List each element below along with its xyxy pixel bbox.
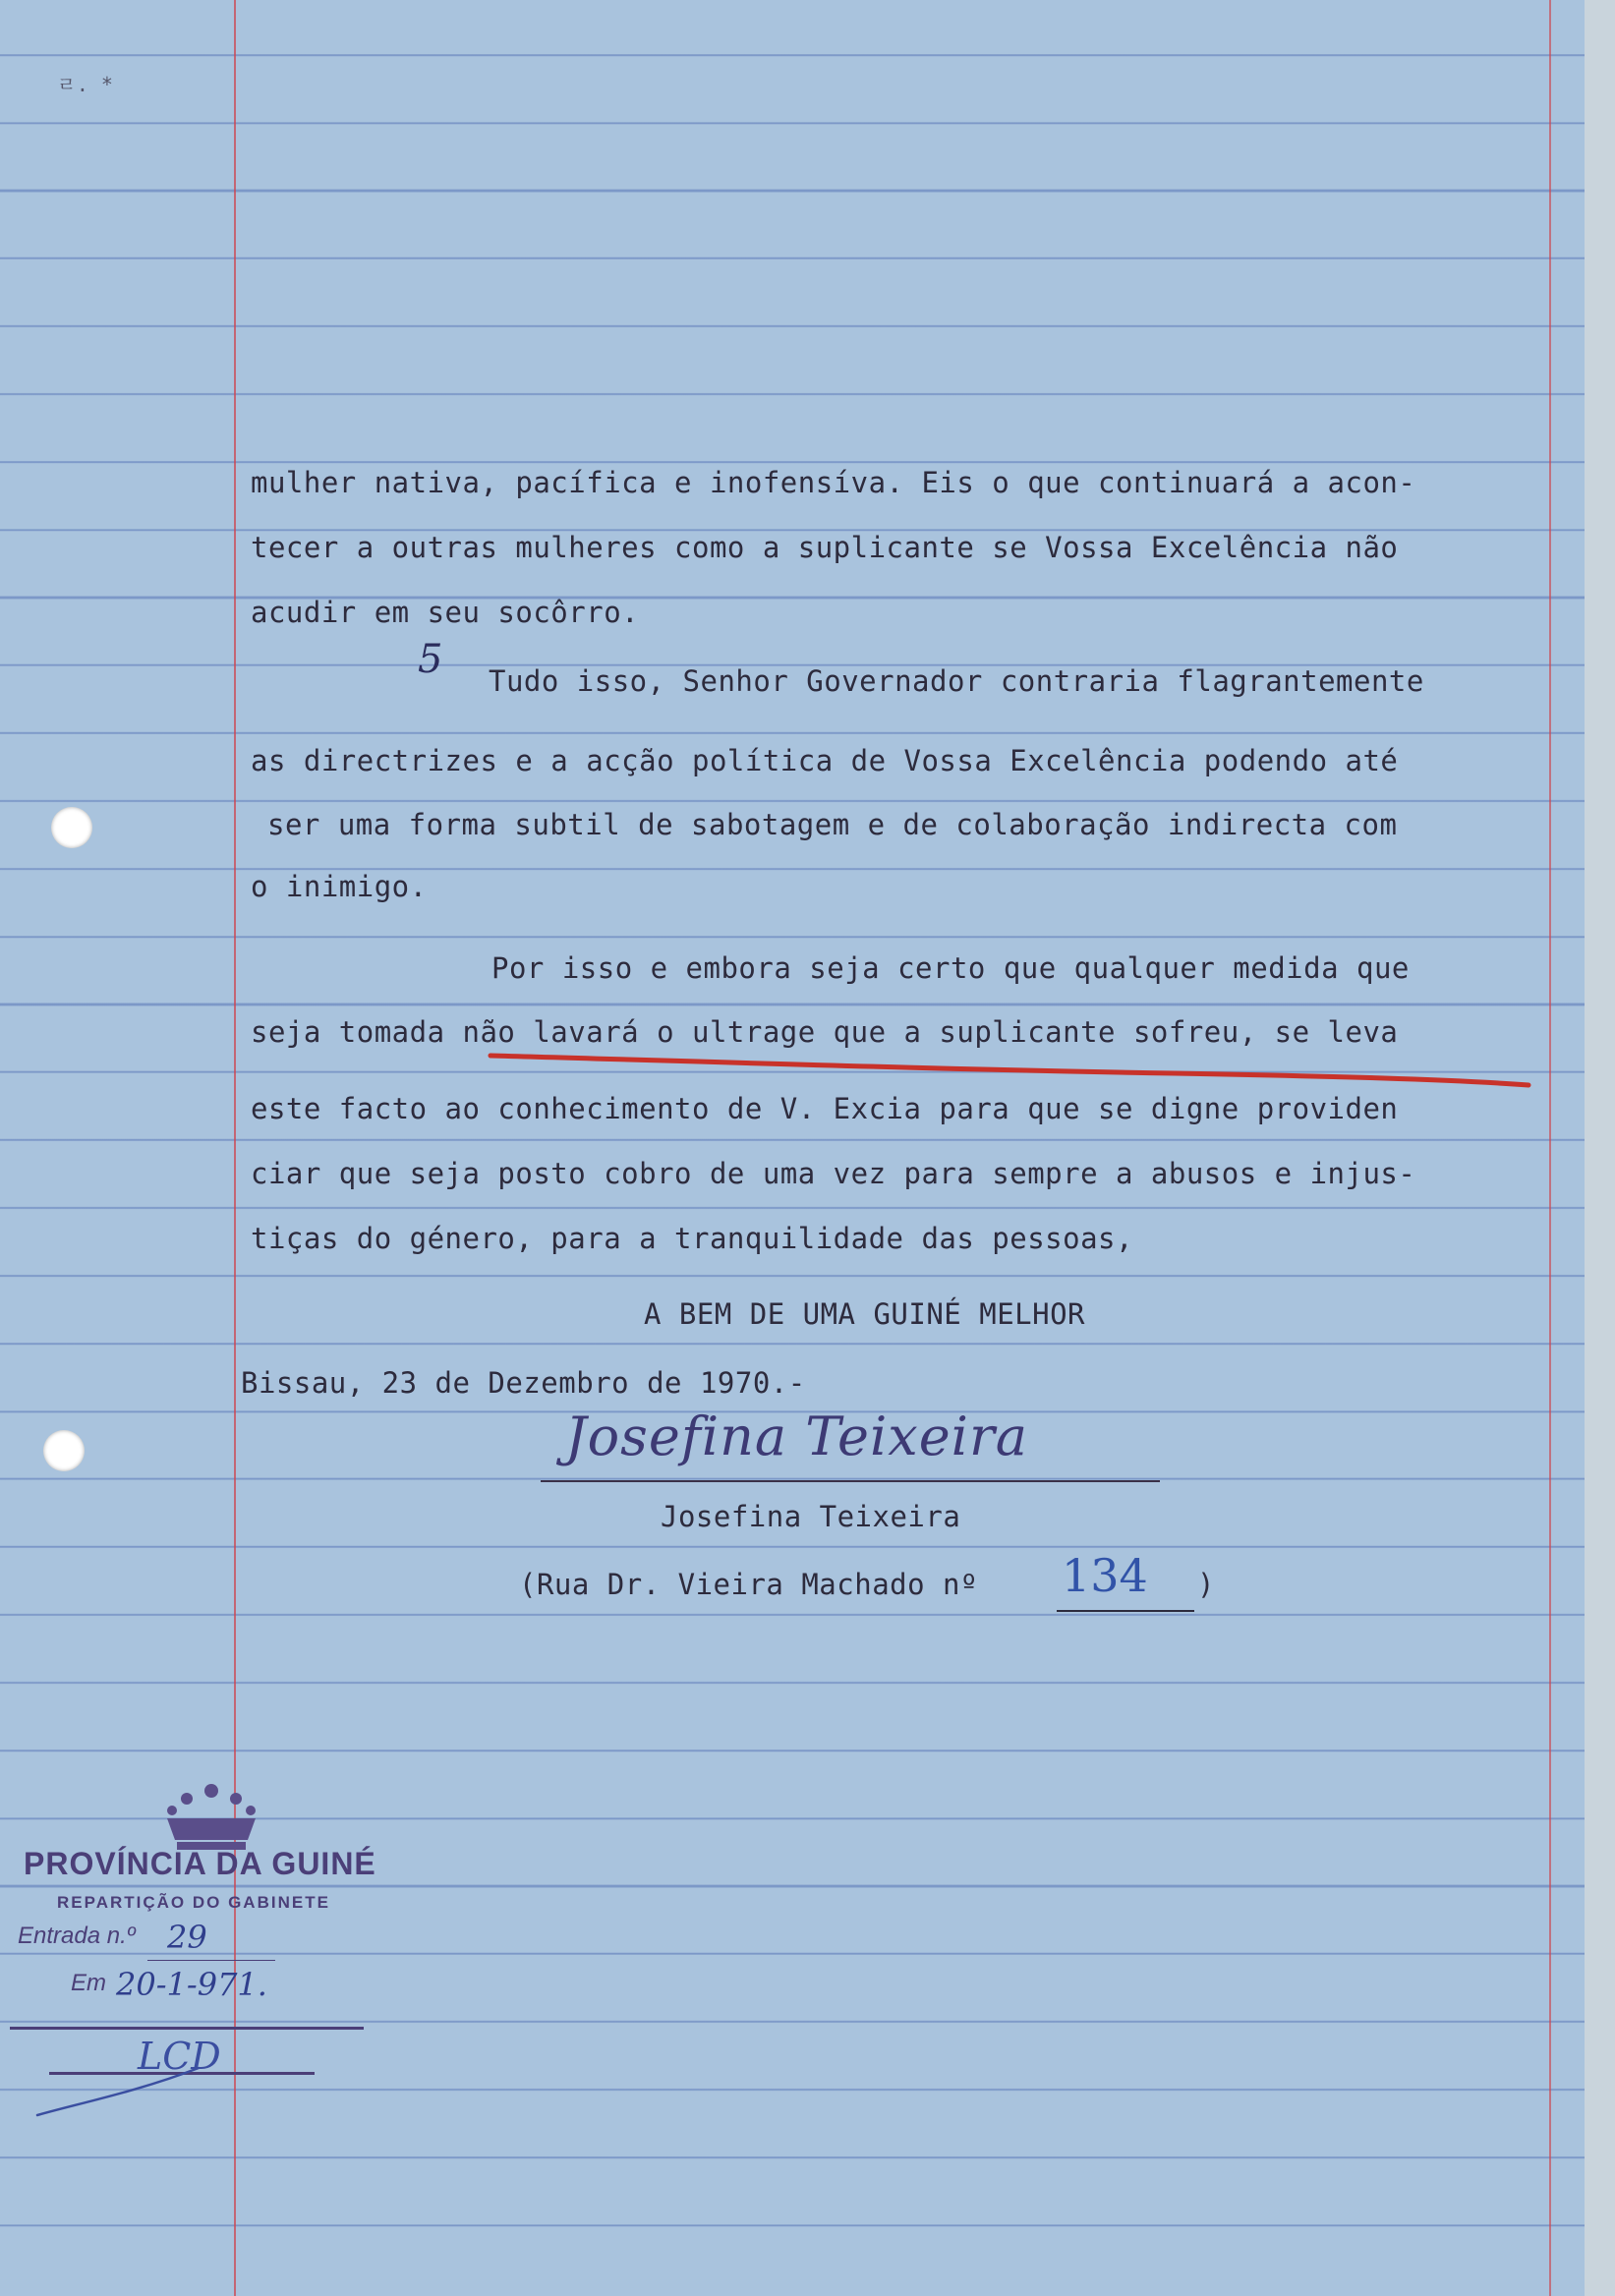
paragraph-number: 5 [418,637,443,682]
punch-hole-bottom [43,1430,85,1471]
paragraph-3-line-5: tiças do género, para a tranquilidade das pessoas, [251,1222,1133,1255]
stamp-entry-number: 29 [167,1919,207,1956]
paragraph-1-line-2: tecer a outras mulheres como a suplicante se Vossa Excelência não [251,531,1399,564]
address-suffix: ) [1197,1568,1215,1601]
page-mark: ㄹ. * [57,73,114,96]
paragraph-1-line-1: mulher nativa, pacífica e inofensíva. Eis o que continuará a acon- [251,466,1416,499]
stamp-date-value: 20-1-971. [116,1966,267,2003]
stamp-subtitle: REPARTIÇÃO DO GABINETE [57,1893,330,1912]
date-line: Bissau, 23 de Dezembro de 1970.- [241,1366,806,1400]
paragraph-3-line-1: Por isso e embora seja certo que qualquer medida que [491,951,1410,985]
stamp-initials: LCD [138,2035,221,2078]
paragraph-2-line-4: o inimigo. [251,870,428,903]
paragraph-2-line-3: ser uma forma subtil de sabotagem e de colaboração indirecta com [267,808,1398,841]
address-number: 134 [1062,1549,1148,1602]
address-prefix: (Rua Dr. Vieira Machado nº [519,1568,978,1601]
left-margin-line [234,0,236,2296]
paragraph-3-line-4: ciar que seja posto cobro de uma vez para sempre a abusos e injus- [251,1157,1416,1190]
stamp-rule-1 [10,2027,364,2030]
signer-name: Josefina Teixeira [661,1500,961,1533]
stamp-title: PROVÍNCIA DA GUINÉ [24,1846,376,1881]
red-pencil-underline [487,1044,1538,1093]
paragraph-3-line-2: seja tomada não lavará o ultrage que a suplicante sofreu, se leva [251,1015,1399,1049]
paragraph-3-line-3: este facto ao conhecimento de V. Excia para que se digne providen [251,1092,1399,1125]
address-number-line [1057,1610,1194,1612]
paragraph-2-line-2: as directrizes e a acção política de Vossa Excelência podendo até [251,744,1399,777]
signature-line [541,1480,1160,1482]
punch-hole-top [51,807,92,848]
right-margin-line [1549,0,1551,2296]
stamp-date-label: Em [71,1970,106,1996]
paragraph-1-line-3: acudir em seu socôrro. [251,596,640,629]
paragraph-2-line-1: Tudo isso, Senhor Governador contraria flagrantemente [489,664,1424,698]
handwritten-signature: Josefina Teixeira [565,1406,1028,1467]
initials-flourish [29,2054,206,2123]
stamp-entry-label: Entrada n.º [18,1923,136,1949]
closing-motto: A BEM DE UMA GUINÉ MELHOR [644,1297,1085,1331]
stamp-entry-line [147,1960,275,1961]
